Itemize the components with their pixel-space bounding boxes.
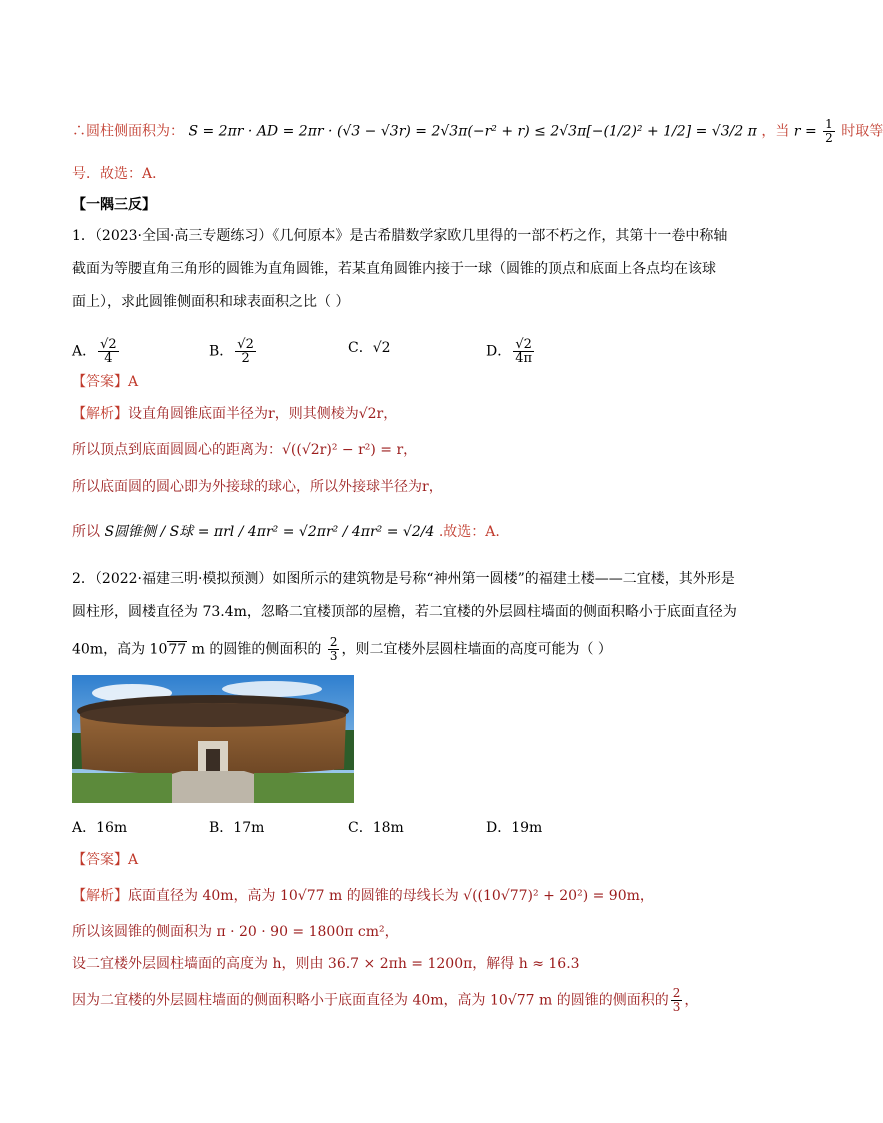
q2-option-c[interactable]: C．18m <box>348 820 404 836</box>
q2-stem-line3: 40m，高为 1077 m 的圆锥的侧面积的 $\frac{2}{3}$ ，则二宜楼外层圆柱墙面的高度可能为（ ） <box>72 635 612 663</box>
q2-analysis-3: 设二宜楼外层圆柱墙面的高度为 h，则由 36.7 × 2πh = 1200π，解得 h ≈ 16.3 <box>72 956 580 972</box>
q1-stem-line1: 1．（2023·全国·高三专题练习）《几何原本》是古希腊数学家欧几里得的一部不朽之作，其第十一卷中称轴 <box>72 228 728 244</box>
q1-stem-line3: 面上），求此圆锥侧面积和球表面积之比（ ） <box>72 294 350 310</box>
building-photo <box>72 675 354 803</box>
q1-option-b[interactable]: B． $\frac{√2}{2}$ <box>209 337 254 366</box>
q1-analysis-4: 所以 S圆锥侧 / S球 = πrl / 4πr² = √2πr² / 4πr² = √2/4 .故选：A. <box>72 524 500 540</box>
equality-condition-var: r = <box>793 123 822 140</box>
q1-analysis-1: 【解析】设直角圆锥底面半径为r，则其侧棱为√2r， <box>72 406 398 422</box>
q1-analysis-2: 所以顶点到底面圆圆心的距离为：√((√2r)² − r²) = r， <box>72 442 418 458</box>
tulou-image <box>72 675 354 803</box>
q2-stem-line1: 2．（2022·福建三明·模拟预测）如图所示的建筑物是号称“神州第一圆楼”的福建土楼——二宜楼，其外形是 <box>72 571 735 587</box>
q2-analysis-4: 因为二宜楼的外层圆柱墙面的侧面积略小于底面直径为 40m，高为 10√77 m 的圆锥的侧面积的 $\frac{2}{3}$ ， <box>72 986 699 1014</box>
choose-answer-line: 号．故选：A． <box>72 166 167 182</box>
area-formula-line <box>72 118 883 145</box>
q1-option-d[interactable]: D． $\frac{√2}{4\pi}$ <box>486 337 533 366</box>
half-fraction: $\frac{1}{2}$ <box>825 117 833 145</box>
q1-answer: 【答案】A <box>72 374 139 390</box>
q2-answer: 【答案】A <box>72 852 139 868</box>
q1-option-c[interactable]: C．√2 <box>348 340 391 356</box>
q1-analysis-3: 所以底面圆的圆心即为外接球的球心，所以外接球半径为r， <box>72 479 443 495</box>
q2-analysis-1: 【解析】底面直径为 40m，高为 10√77 m 的圆锥的母线长为 √((10√77)² + 20²) = 90m， <box>72 888 654 904</box>
section-title: 【一隅三反】 <box>72 197 156 213</box>
area-prefix: ∴圆柱侧面积为： <box>72 123 184 140</box>
equality-condition-c: 时取等 <box>841 123 883 140</box>
q2-stem-line2: 圆柱形，圆楼直径为 73.4m，忽略二宜楼顶部的屋檐，若二宜楼的外层圆柱墙面的侧面积略小于底面直径为 <box>72 604 737 620</box>
equality-condition-a: ，当 <box>761 123 790 140</box>
q1-option-a[interactable]: A． $\frac{√2}{4}$ <box>72 337 117 366</box>
q1-stem-line2: 截面为等腰直角三角形的圆锥为直角圆锥，若某直角圆锥内接于一球（圆锥的顶点和底面上各点均在该球 <box>72 261 716 277</box>
q2-option-d[interactable]: D．19m <box>486 820 543 836</box>
q2-analysis-2: 所以该圆锥的侧面积为 π · 20 · 90 = 1800π cm²， <box>72 924 399 940</box>
area-formula: S = 2πr · AD = 2πr · (√3 − √3r) = 2√3π(−r² + r) ≤ 2√3π[−(1/2)² + 1/2] = √3/2 π <box>188 123 757 140</box>
q2-option-b[interactable]: B．17m <box>209 820 265 836</box>
q2-option-a[interactable]: A．16m <box>72 820 128 836</box>
